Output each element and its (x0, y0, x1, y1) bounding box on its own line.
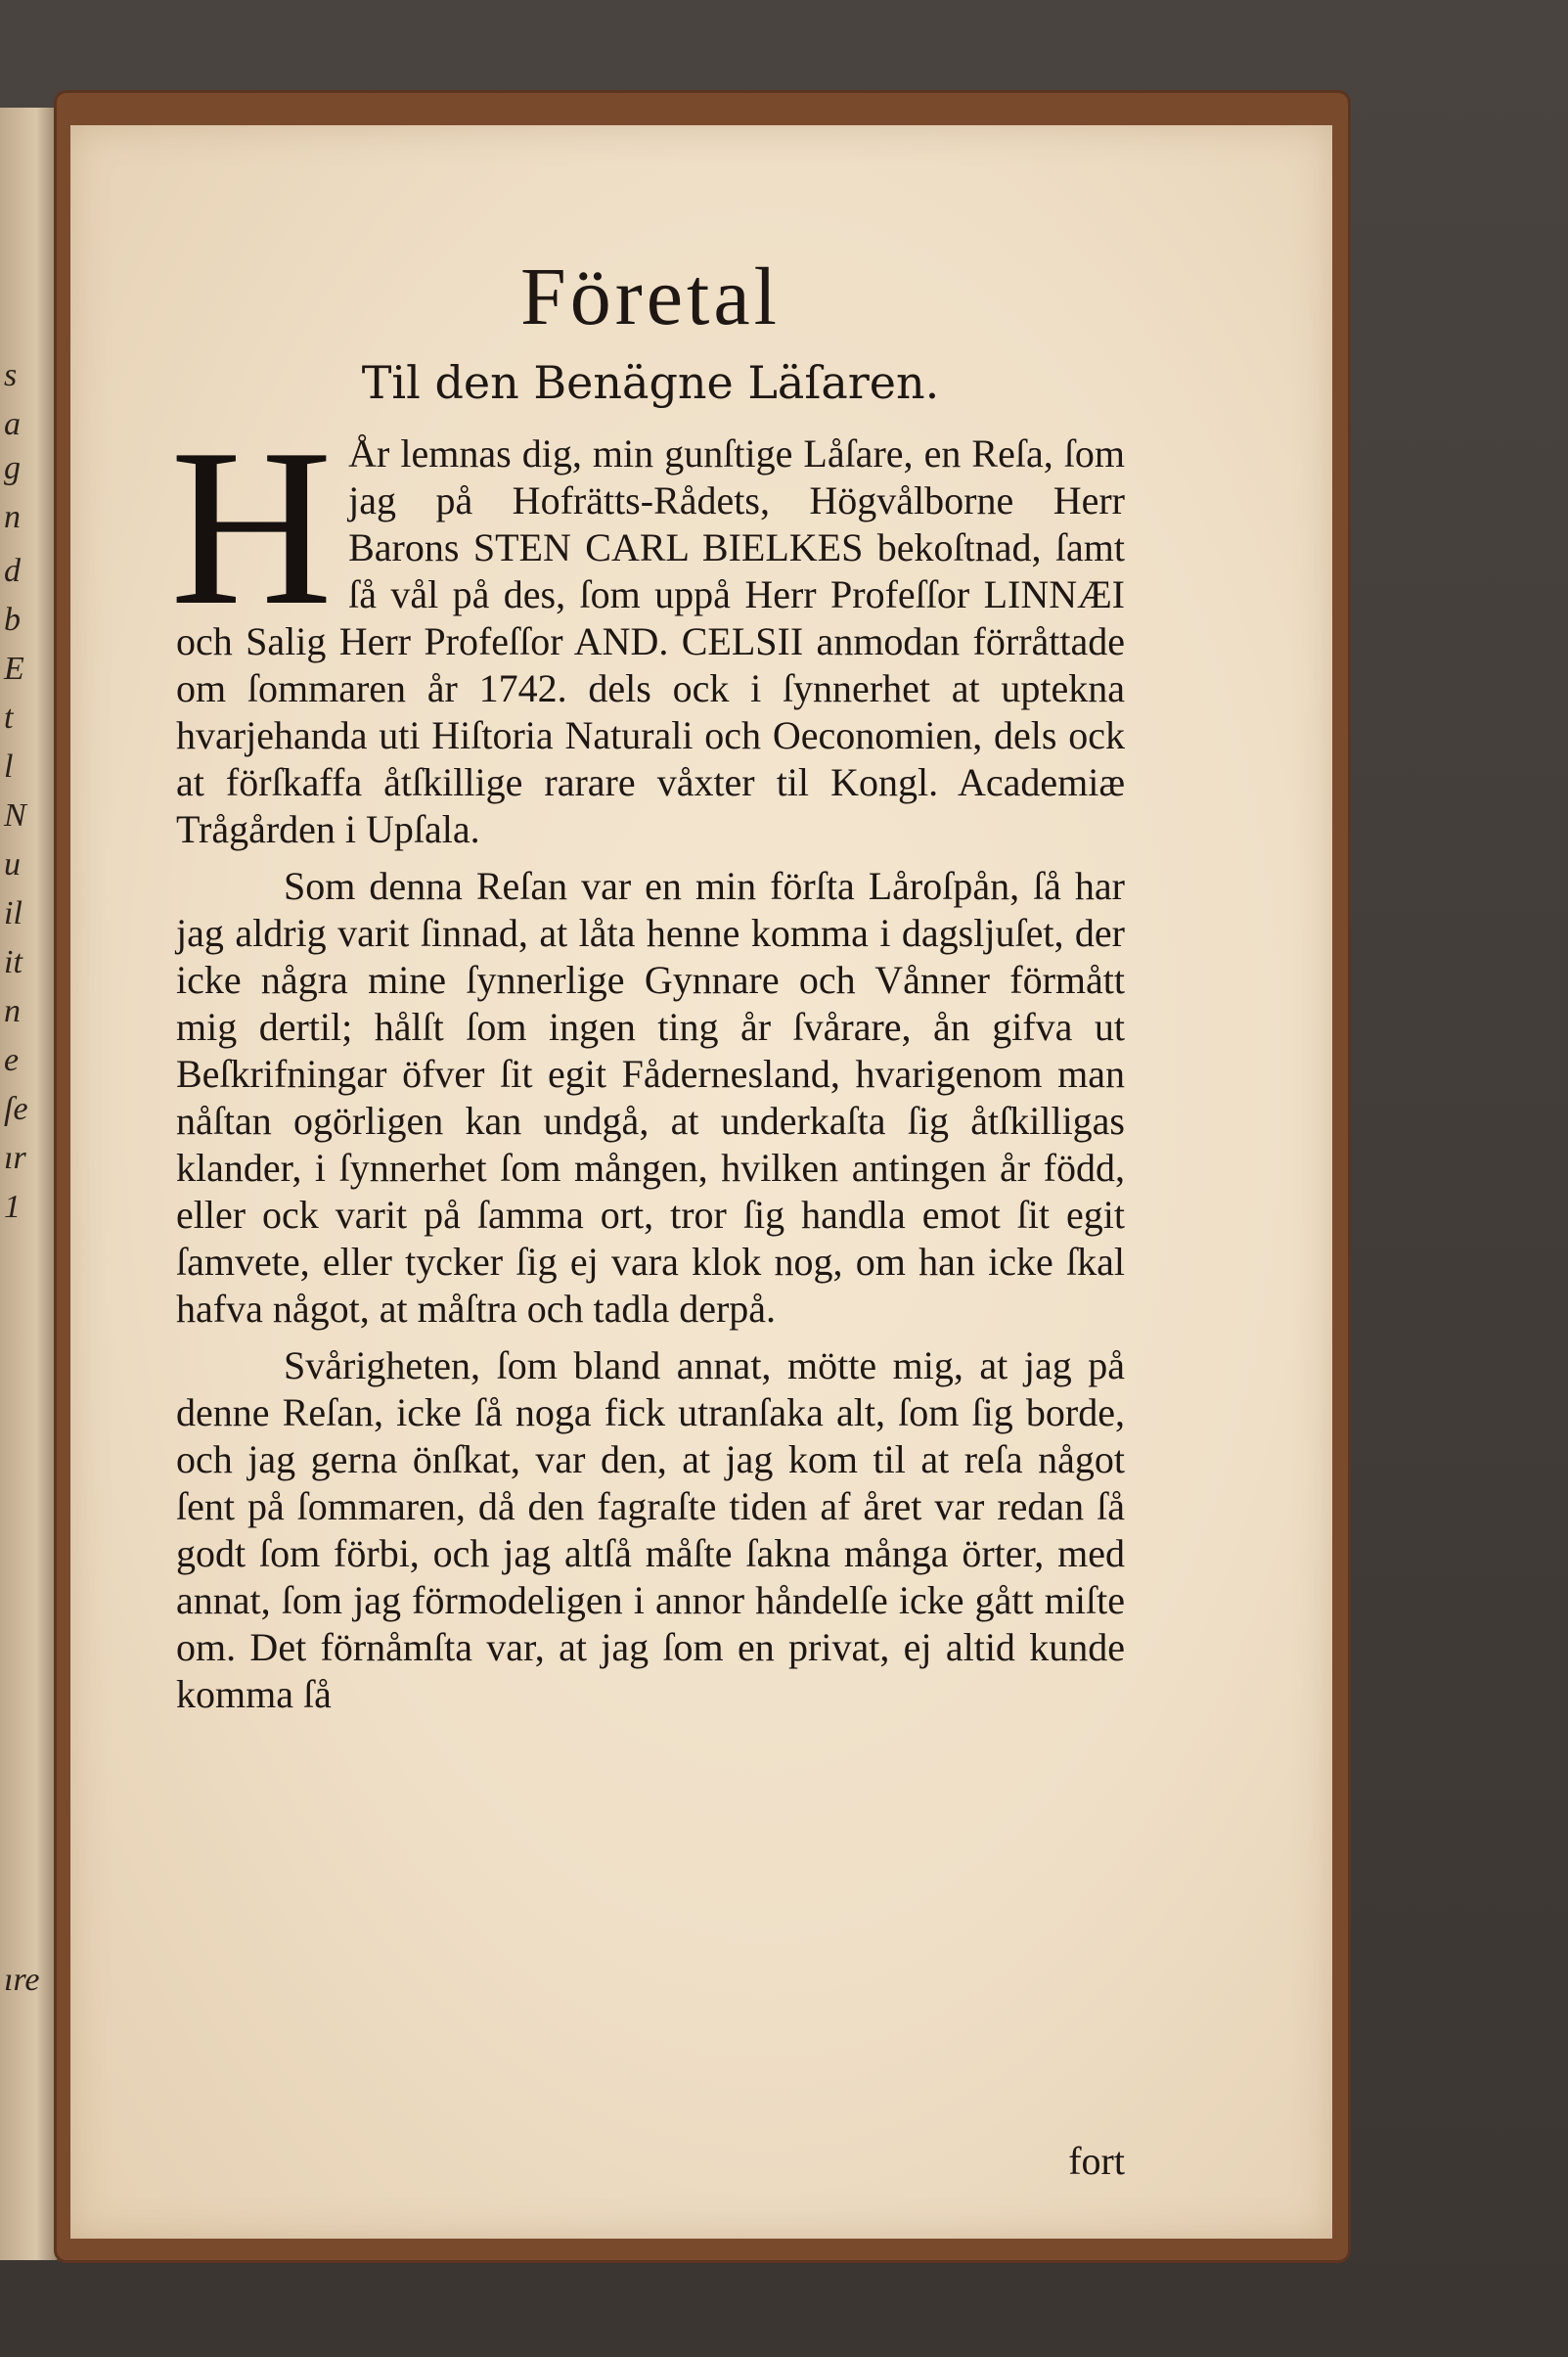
drop-cap: H (170, 402, 334, 652)
edge-glyph: 1 (4, 1189, 21, 1225)
edge-glyph: il (4, 895, 22, 931)
edge-glyph: N (4, 797, 26, 834)
edge-glyph: b (4, 602, 21, 638)
edge-glyph: E (4, 651, 24, 687)
paragraph-1 (170, 402, 1125, 853)
edge-glyph: u (4, 846, 21, 883)
page-subtitle: Til den Benägne Läſaren. (361, 356, 940, 409)
edge-glyph: n (4, 499, 21, 535)
edge-glyph: t (4, 700, 14, 736)
edge-glyph: g (4, 450, 21, 486)
edge-glyph: n (4, 993, 21, 1029)
paragraph-1-text: År lemnas dig, min gunſtige Låſare, en Reſa, ſom jag på Hofrätts-Rådets, Högvålborne Herr Barons STEN CARL BIELKES bekoſtnad, ſamt ſå vål på des, ſom uppå Herr Profeſſor LINNÆI och Salig Herr Profeſſor AND. CELSII anmodan förråttade om ſommaren år 1742. dels ock i ſynnerhet at uptekna hvarjehanda uti Hiſtoria Naturali och Oeconomien, dels ock at förſkaffa åtſkillige rarare våxter til Kongl. Academiæ Trågården i Upſala. (176, 431, 1125, 851)
edge-glyph: e (4, 1042, 20, 1078)
catchword: fort (1068, 2139, 1125, 2183)
edge-glyph: ır (4, 1140, 26, 1176)
edge-glyph: ıre (4, 1962, 40, 1998)
edge-glyph: d (4, 553, 21, 589)
edge-glyph: l (4, 748, 14, 785)
edge-glyph: s (4, 357, 18, 393)
edge-glyph: ſe (4, 1091, 28, 1127)
paragraph-3: Svårigheten, ſom bland annat, mötte mig, at jag på denne Reſan, icke ſå noga fick utranſaka alt, ſom ſig borde, och jag gerna önſkat, var den, at jag kom til at reſa något ſent på ſommaren, då den fagraſte tiden af året var redan ſå godt ſom förbi, och jag altſå måſte ſakna många örter, med annat, ſom jag förmodeligen i annor håndelſe icke gått miſte om. Det förnåmſta var, at jag ſom en privat, ej altid kunde komma ſå (176, 1343, 1125, 1716)
paragraph-2: Som denna Reſan var en min förſta Låroſpån, ſå har jag aldrig varit ſinnad, at låta henne komma i dagsljuſet, der icke några mine ſynnerlige Gynnare och Vånner förmått mig dertil; hålſt ſom ingen ting år ſvårare, ån gifva ut Beſkrifningar öfver ſit egit Fådernesland, hvarigenom man nåſtan ogörligen kan undgå, at underkaſta ſig åtſkilligas klander, i ſynnerhet ſom mången, hvilken antingen år född, eller ock varit på ſamma ort, tror ſig handla emot ſit egit ſamvete, eller tycker ſig ej vara klok nog, om han icke ſkal hafva något, at måſtra och tadla derpå. (176, 864, 1125, 1331)
edge-glyph: a (4, 406, 21, 442)
page-title: Företal (520, 251, 781, 342)
edge-glyph: it (4, 944, 22, 980)
previous-page-edge (0, 108, 61, 2260)
page-text (170, 249, 1125, 1728)
